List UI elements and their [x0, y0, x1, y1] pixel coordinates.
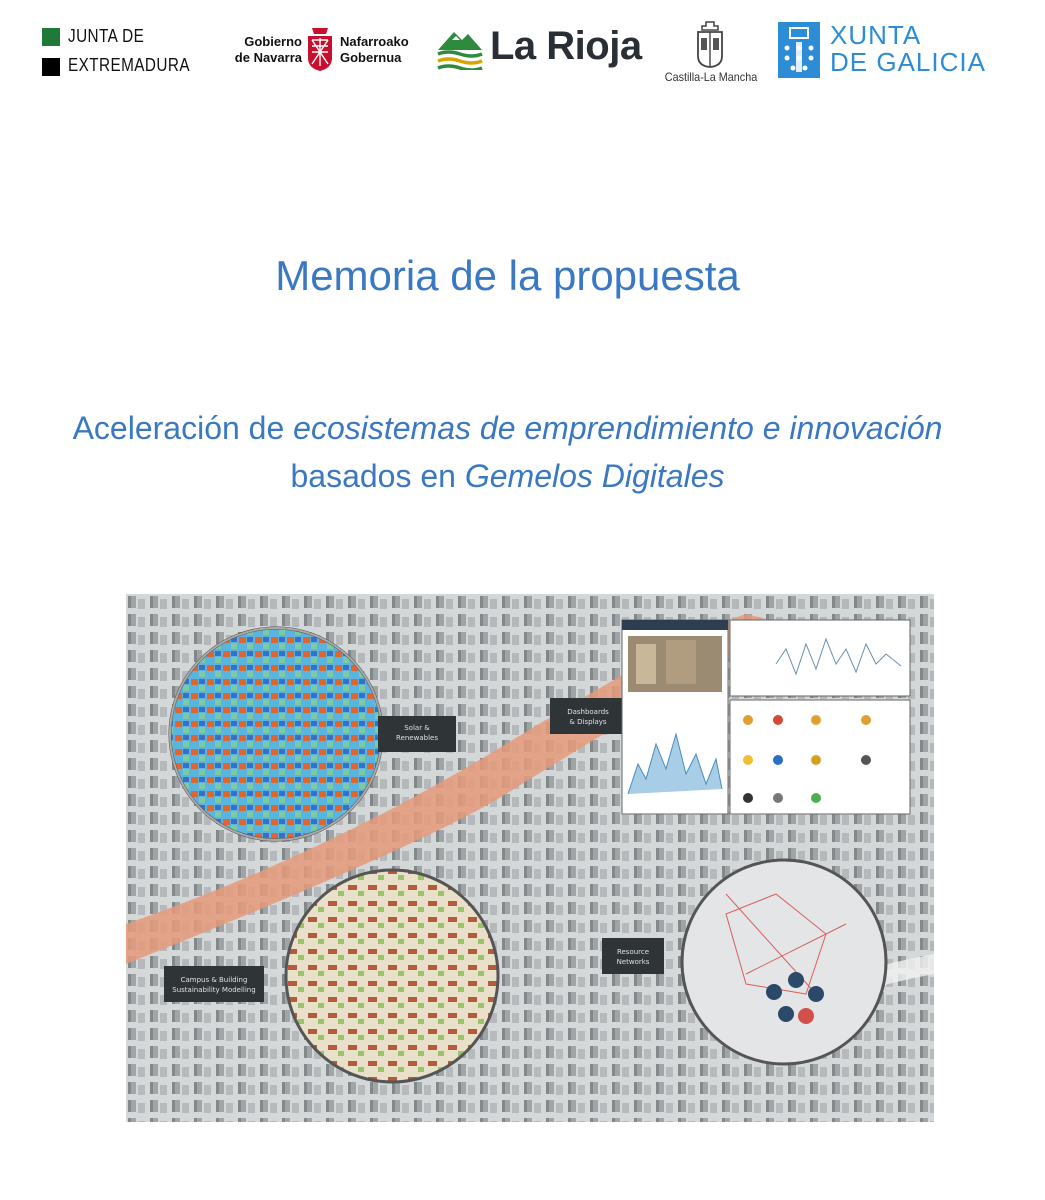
digital-twin-city-illustration — [126, 594, 934, 1122]
logo-la-rioja — [436, 22, 646, 78]
galicia-line1: XUNTA — [830, 20, 922, 50]
galicia-line2: DE GALICIA — [830, 47, 986, 77]
la-rioja-emblem-icon — [436, 26, 484, 70]
subtitle-part-1: Aceleración de — [72, 410, 294, 446]
svg-text:Campus & Building: Campus & Building — [180, 976, 248, 984]
logo-xunta-galicia — [778, 22, 998, 86]
navarra-left-line2: de Navarra — [234, 50, 302, 65]
navarra-right-line2: Gobernua — [340, 50, 402, 65]
document-subtitle — [70, 404, 945, 500]
svg-text:Sustainability Modelling: Sustainability Modelling — [172, 986, 256, 994]
logo-castilla-la-mancha — [656, 20, 766, 90]
extremadura-black-square — [42, 58, 60, 76]
city-illustration-image — [126, 594, 934, 1122]
castilla-shield-icon — [694, 20, 726, 68]
svg-text:Solar &: Solar & — [404, 724, 430, 732]
galicia-text — [830, 22, 986, 76]
extremadura-line1: JUNTA DE — [68, 26, 145, 46]
svg-text:& Displays: & Displays — [569, 718, 607, 726]
logo-extremadura — [42, 28, 202, 84]
navarra-left-text — [220, 34, 302, 66]
subtitle-part-3: basados en — [290, 458, 465, 494]
navarra-right-text — [340, 34, 409, 66]
castilla-text: Castilla-La Mancha — [664, 70, 758, 84]
extremadura-line2: EXTREMADURA — [68, 55, 190, 75]
svg-text:Resource: Resource — [616, 948, 650, 956]
header-logos — [0, 18, 1045, 88]
galicia-emblem-icon — [778, 22, 820, 78]
document-title: Memoria de la propuesta — [275, 252, 740, 299]
extremadura-green-square — [42, 28, 60, 46]
navarra-shield-icon — [306, 26, 334, 72]
navarra-right-line1: Nafarroako — [340, 34, 409, 49]
navarra-left-line1: Gobierno — [244, 34, 302, 49]
logo-navarra — [220, 26, 420, 82]
subtitle-part-2: ecosistemas de emprendimiento e innovación — [293, 410, 943, 446]
svg-text:Networks: Networks — [616, 958, 650, 966]
svg-text:Dashboards: Dashboards — [567, 708, 609, 716]
la-rioja-text: La Rioja — [490, 24, 642, 68]
subtitle-part-4: Gemelos Digitales — [464, 458, 725, 494]
svg-text:Renewables: Renewables — [396, 734, 438, 742]
